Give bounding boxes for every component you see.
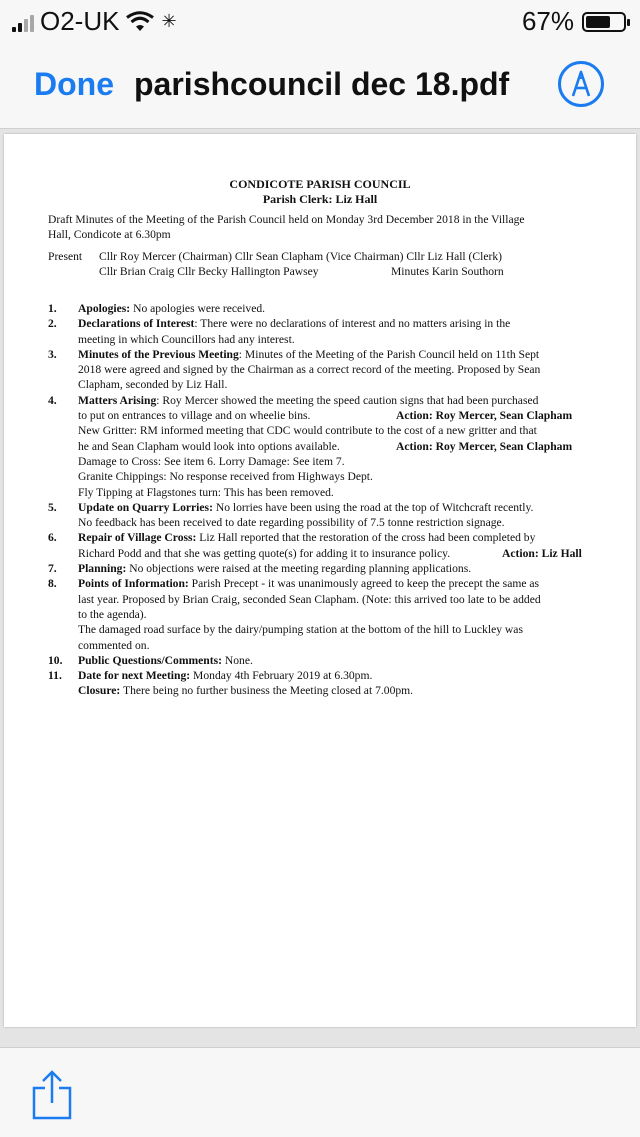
item-number: 7. <box>48 562 57 576</box>
item-line <box>78 393 604 408</box>
battery-group <box>522 6 626 37</box>
item-text: to put on entrances to village and on wheelie bins. <box>78 409 311 423</box>
item-line <box>78 347 604 362</box>
item-number: 1. <box>48 302 57 315</box>
wifi-icon <box>125 11 155 33</box>
item-line: No feedback has been received to date regarding possibility of 7.5 tonne restriction signage. <box>78 516 505 530</box>
council-name: CONDICOTE PARISH COUNCIL <box>229 177 411 191</box>
item-title: Date for next Meeting: <box>78 669 191 683</box>
item-line: Clapham, seconded by Liz Hall. <box>78 378 228 392</box>
item-line <box>78 316 604 331</box>
intro-line: Draft Minutes of the Meeting of the Parish Council held on Monday 3rd December 2018 in the Village <box>48 213 525 226</box>
item-number: 2. <box>48 317 57 331</box>
agenda-item-1 <box>48 301 604 316</box>
document-header <box>4 177 636 207</box>
item-text: No lorries have been using the road at the top of Witchcraft recently. <box>212 500 534 514</box>
nav-bar <box>0 40 640 129</box>
item-number: 4. <box>48 393 57 407</box>
document-title: parishcouncil dec 18.pdf <box>134 66 510 102</box>
action-label: Action: Roy Mercer, Sean Clapham <box>396 409 573 423</box>
item-line: Fly Tipping at Flagstones turn: This has been removed. <box>78 485 334 499</box>
item-text: : Minutes of the Meeting of the Parish Council held on 11th Sept <box>238 347 540 361</box>
item-line <box>78 561 604 576</box>
agenda-item-10 <box>48 653 604 668</box>
item-title: Minutes of the Previous Meeting <box>78 347 239 361</box>
item-line <box>78 530 604 545</box>
item-line <box>78 500 604 515</box>
markup-pen-icon <box>567 69 595 99</box>
agenda-items <box>48 301 604 699</box>
item-line <box>78 683 604 698</box>
parish-clerk: Parish Clerk: Liz Hall <box>262 192 378 206</box>
item-text: : There were no declarations of interest and no matters arising in the <box>194 317 511 331</box>
item-title: Apologies: <box>78 302 131 315</box>
battery-icon <box>582 12 626 32</box>
item-text: Liz Hall reported that the restoration of the cross had been completed by <box>196 531 536 545</box>
intro-paragraph <box>48 212 603 243</box>
item-title: Points of Information: <box>78 577 189 591</box>
item-number: 3. <box>48 347 57 361</box>
activity-spinner-icon: ✳ <box>161 11 177 31</box>
item-text: No objections were raised at the meeting regarding planning applications. <box>126 562 472 576</box>
agenda-item-8 <box>48 576 604 652</box>
item-line: to the agenda). <box>78 607 147 621</box>
item-line: meeting in which Councillors had any interest. <box>78 332 295 346</box>
action-label: Action: Roy Mercer, Sean Clapham <box>396 439 573 453</box>
present-label: Present <box>48 250 83 263</box>
item-text: None. <box>221 653 253 667</box>
agenda-item-11 <box>48 668 604 683</box>
item-text: Monday 4th February 2019 at 6.30pm. <box>190 669 373 683</box>
item-title: Matters Arising <box>78 393 157 407</box>
agenda-item-5 <box>48 500 604 531</box>
status-bar <box>0 0 640 40</box>
item-number: 8. <box>48 577 57 591</box>
item-line: commented on. <box>78 638 150 652</box>
intro-line: Hall, Condicote at 6.30pm <box>48 228 171 242</box>
item-number: 5. <box>48 500 57 514</box>
bottom-toolbar <box>0 1047 640 1137</box>
agenda-item-6 <box>48 530 604 561</box>
item-line: last year. Proposed by Brian Craig, seconded Sean Clapham. (Note: this arrived too late to be added <box>78 592 541 606</box>
pdf-viewer[interactable] <box>0 129 640 1047</box>
item-number: 10. <box>48 653 63 667</box>
share-icon <box>30 1070 74 1120</box>
item-number: 11. <box>48 669 62 683</box>
item-title: Closure: <box>78 684 121 698</box>
agenda-item-4 <box>48 393 604 500</box>
present-line: Cllr Roy Mercer (Chairman) Cllr Sean Clapham (Vice Chairman) Cllr Liz Hall (Clerk) <box>99 250 503 263</box>
item-text: : Roy Mercer showed the meeting the speed caution signs that had been purchased <box>156 393 539 407</box>
item-line <box>78 546 604 561</box>
minutes-taker: Minutes Karin Southorn <box>391 265 504 278</box>
agenda-item-3 <box>48 347 604 393</box>
item-text: There being no further business the Meeting closed at 7.00pm. <box>120 684 414 698</box>
item-line <box>78 653 604 668</box>
item-line: 2018 were agreed and signed by the Chairman as a correct record of the meeting. Proposed by Sean <box>78 363 541 377</box>
item-line <box>78 439 604 454</box>
carrier-name: O2-UK <box>40 6 120 36</box>
item-text: No apologies were received. <box>133 302 266 315</box>
share-button[interactable] <box>30 1070 74 1120</box>
pdf-page <box>4 134 636 1027</box>
item-title: Update on Quarry Lorries: <box>78 500 213 514</box>
item-title: Repair of Village Cross: <box>78 531 197 545</box>
battery-percent: 67% <box>521 6 574 36</box>
item-number: 6. <box>48 531 57 545</box>
agenda-item-2 <box>48 316 604 347</box>
closure <box>48 683 604 698</box>
item-text: Richard Podd and that she was getting quote(s) for adding it to insurance policy. <box>78 546 451 560</box>
item-line <box>78 408 604 423</box>
done-button[interactable]: Done <box>34 66 114 102</box>
markup-button[interactable] <box>558 61 604 107</box>
item-line <box>78 301 604 316</box>
present-line: Cllr Brian Craig Cllr Becky Hallington Pawsey <box>99 265 319 278</box>
item-text: Parish Precept - it was unanimously agreed to keep the precept the same as <box>188 577 540 591</box>
item-line <box>78 668 604 683</box>
signal-strength-icon <box>12 12 34 32</box>
item-line: New Gritter: RM informed meeting that CDC would contribute to the cost of a new gritter and that <box>78 424 537 438</box>
carrier-group <box>12 6 177 37</box>
item-line: Damage to Cross: See item 6. Lorry Damage: See item 7. <box>78 454 345 468</box>
item-title: Public Questions/Comments: <box>78 653 222 667</box>
item-title: Planning: <box>78 562 127 576</box>
item-title: Declarations of Interest <box>78 317 195 331</box>
item-line: The damaged road surface by the dairy/pumping station at the bottom of the hill to Luckley was <box>78 623 523 637</box>
item-line <box>78 576 604 591</box>
item-text: he and Sean Clapham would look into options available. <box>78 439 340 453</box>
agenda-item-7 <box>48 561 604 576</box>
item-line: Granite Chippings: No response received from Highways Dept. <box>78 470 373 484</box>
action-label: Action: Liz Hall <box>502 546 582 560</box>
